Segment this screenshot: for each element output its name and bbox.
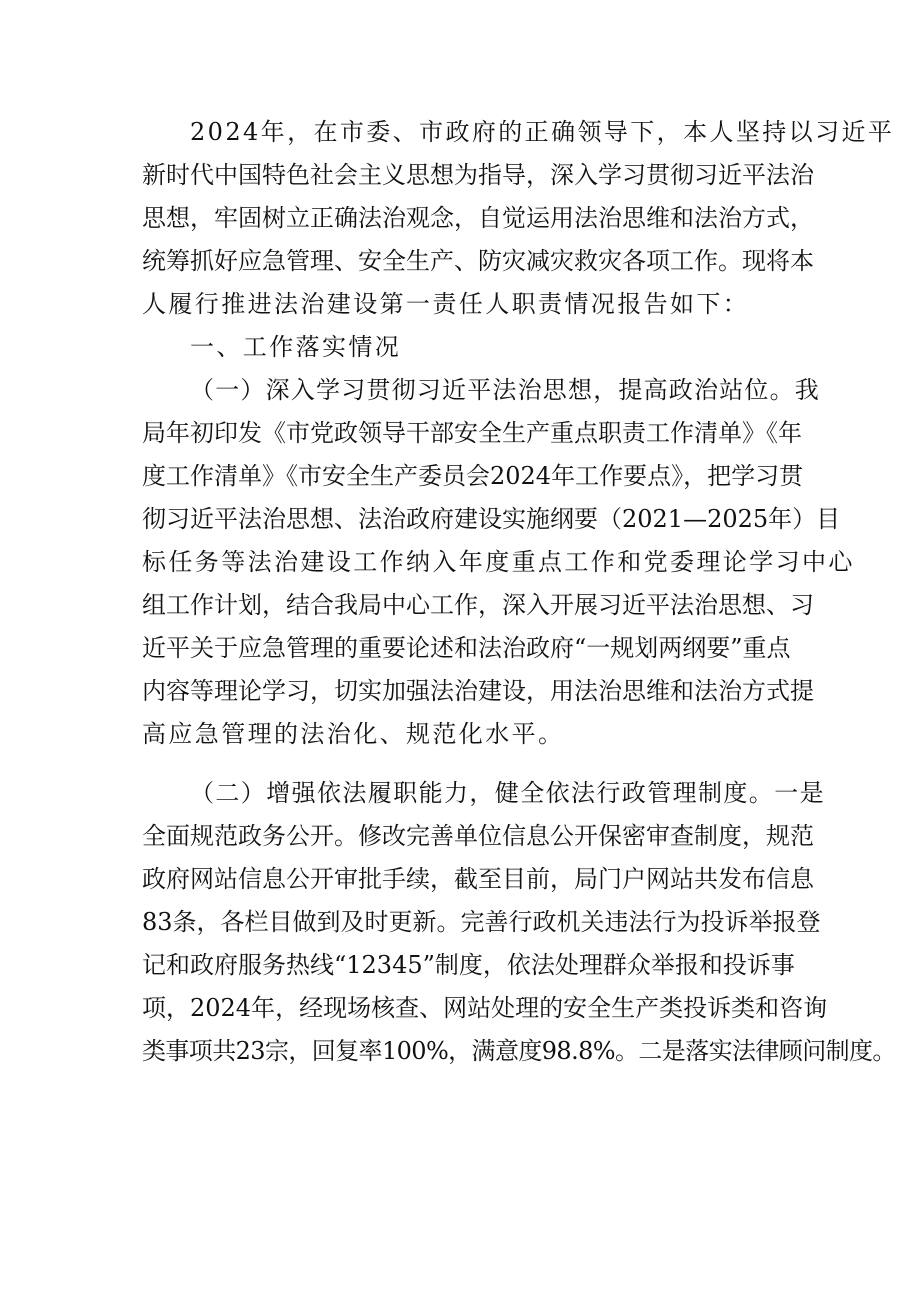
- text-line: 统筹抓好应急管理、安全生产、防灾减灾救灾各项工作。现将本: [142, 247, 814, 275]
- text-line: 组工作计划，结合我局中心工作，深入开展习近平法治思想、习: [142, 591, 814, 619]
- text-line: 项，2024年，经现场核查、网站处理的安全生产类投诉类和咨询: [142, 994, 828, 1022]
- text-line: 局年初印发《市党政领导干部安全生产重点职责工作清单》《年: [142, 419, 802, 447]
- text-line: 内容等理论学习，切实加强法治建设，用法治思维和法治方式提: [142, 677, 814, 705]
- text-line: 新时代中国特色社会主义思想为指导，深入学习贯彻习近平法治: [142, 161, 814, 189]
- text-line: 度工作清单》《市安全生产委员会2024年工作要点》，把学习贯: [142, 462, 804, 490]
- text-line: 记和政府服务热线“12345”制度，依法处理群众举报和投诉事: [142, 951, 795, 979]
- text-line: 人履行推进法治建设第一责任人职责情况报告如下：: [142, 290, 750, 318]
- section-heading: 一、工作落实情况: [190, 333, 402, 361]
- text-line: 标任务等法治建设工作纳入年度重点工作和党委理论学习中心: [142, 548, 855, 576]
- text-line: 全面规范政务公开。修改完善单位信息公开保密审查制度，规范: [142, 822, 814, 850]
- subsection-heading-line: （一）深入学习贯彻习近平法治思想，提高政治站位。我: [190, 376, 820, 404]
- text-line: 政府网站信息公开审批手续，截至目前，局门户网站共发布信息: [142, 865, 814, 893]
- text-line: 彻习近平法治思想、法治政府建设实施纲要（2021—2025年）目: [142, 505, 841, 533]
- text-line: 类事项共23宗，回复率100%，满意度98.8%。二是落实法律顾问制度。: [142, 1037, 896, 1065]
- subsection-heading-line: （二）增强依法履职能力，健全依法行政管理制度。一是: [190, 779, 825, 807]
- text-line: 高应急管理的法治化、规范化水平。: [142, 720, 565, 748]
- text-line: 近平关于应急管理的重要论述和法治政府“一规划两纲要”重点: [142, 634, 791, 662]
- text-line: 思想，牢固树立正确法治观念，自觉运用法治思维和法治方式，: [142, 204, 814, 232]
- text-line: 2024年，在市委、市政府的正确领导下，本人坚持以习近平: [190, 118, 895, 146]
- text-line: 83条，各栏目做到及时更新。完善行政机关违法行为投诉举报登: [142, 908, 821, 936]
